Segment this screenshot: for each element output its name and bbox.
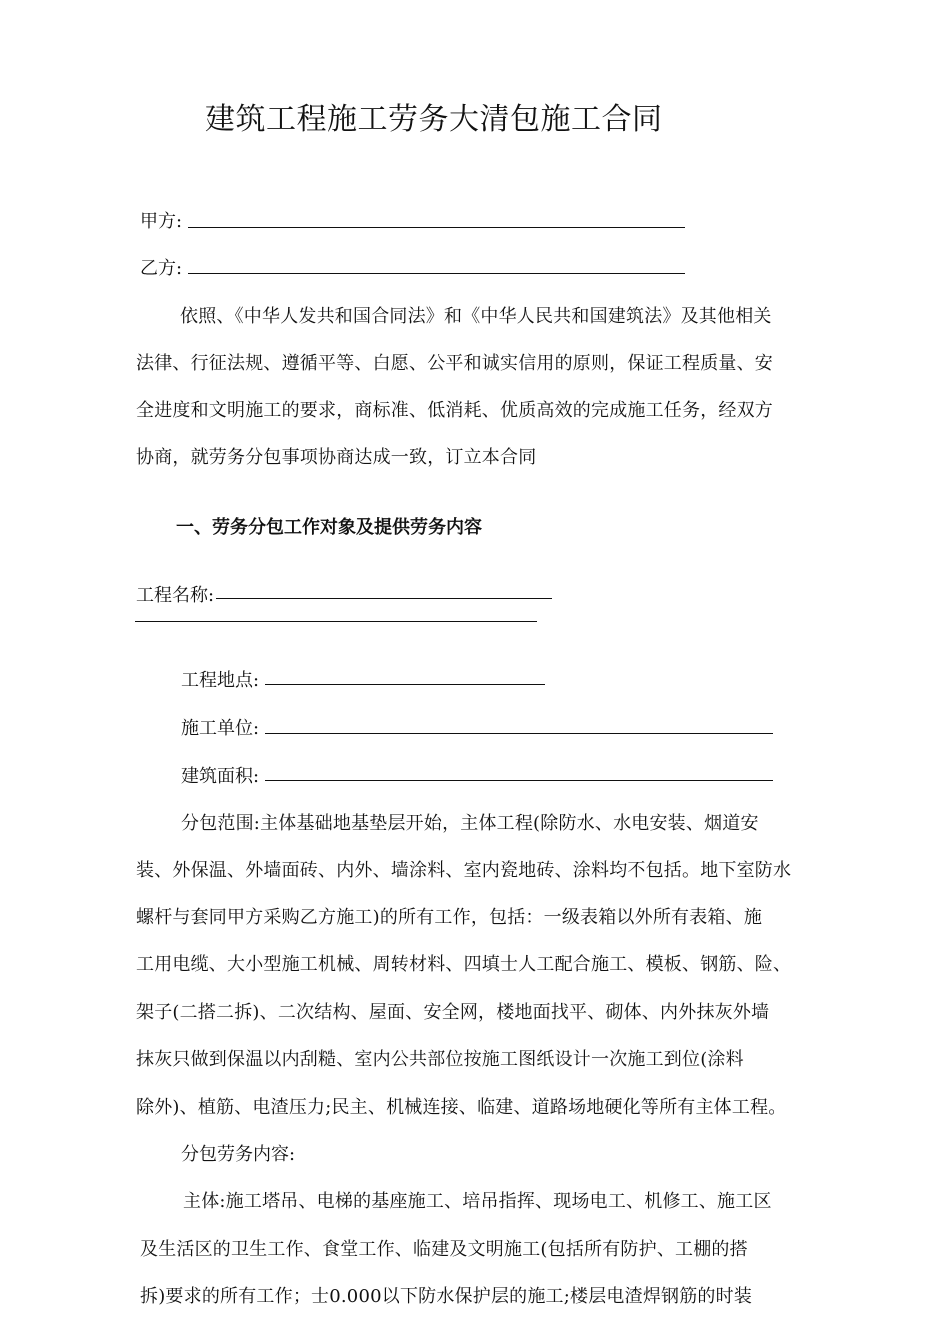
- building-area-blank: [265, 780, 773, 781]
- project-name-blank: [216, 598, 552, 599]
- intro-line: 协商，就劳务分包事项协商达成一致，订立本合同: [136, 447, 537, 468]
- party-a-blank: [188, 227, 685, 228]
- construction-unit-blank: [265, 733, 773, 734]
- intro-line: 依照、《中华人发共和国合同法》和《中华人民共和国建筑法》及其他相关: [180, 306, 772, 327]
- scope-line: 抹灰只做到保温以内刮糙、室内公共部位按施工图纸设计一次施工到位(涂料: [136, 1049, 744, 1070]
- main-line: 拆)要求的所有工作；士0.000以下防水保护层的施工;楼层电渣焊钢筋的时装: [140, 1286, 753, 1307]
- party-b-label: 乙方:: [140, 258, 183, 279]
- party-a-label: 甲方:: [140, 211, 183, 232]
- labor-content-label: 分包劳务内容:: [181, 1144, 296, 1165]
- scope-line: 除外)、植筋、电渣压力;民主、机械连接、临建、道路场地硬化等所有主体工程。: [136, 1097, 787, 1118]
- project-location-blank: [265, 684, 545, 685]
- section-heading: 一、劳务分包工作对象及提供劳务内容: [176, 517, 482, 538]
- scope-line: 分包范围:主体基础地基垫层开始，主体工程(除防水、水电安装、烟道安: [181, 813, 759, 834]
- scope-line: 架子(二搭二拆)、二次结构、屋面、安全网，楼地面找平、砌体、内外抹灰外墙: [136, 1002, 770, 1023]
- contract-title: 建筑工程施工劳务大清包施工合同: [205, 102, 663, 137]
- intro-line: 法律、行征法规、遵循平等、白愿、公平和诚实信用的原则，保证工程质量、安: [136, 353, 773, 374]
- intro-line: 全进度和文明施工的要求，商标准、低消耗、优质高效的完成施工任务，经双方: [136, 400, 773, 421]
- main-line: 及生活区的卫生工作、食堂工作、临建及文明施工(包括所有防护、工棚的搭: [140, 1239, 748, 1260]
- scope-line: 螺杆与套同甲方采购乙方施工)的所有工作，包括：一级表箱以外所有表箱、施: [136, 907, 763, 928]
- project-location-label: 工程地点:: [181, 670, 260, 691]
- construction-unit-label: 施工单位:: [181, 718, 260, 739]
- project-name-label: 工程名称:: [136, 585, 215, 606]
- project-name-blank-continued: [135, 621, 537, 622]
- building-area-label: 建筑面积:: [181, 766, 260, 787]
- party-b-blank: [188, 273, 685, 274]
- scope-line: 装、外保温、外墙面砖、内外、墙涂料、室内瓷地砖、涂料均不包括。地下室防水: [136, 860, 792, 881]
- main-line: 主体:施工塔吊、电梯的基座施工、培吊指挥、现场电工、机修工、施工区: [183, 1191, 772, 1212]
- scope-line: 工用电缆、大小型施工机械、周转材料、四填士人工配合施工、模板、钢筋、险、: [136, 954, 792, 975]
